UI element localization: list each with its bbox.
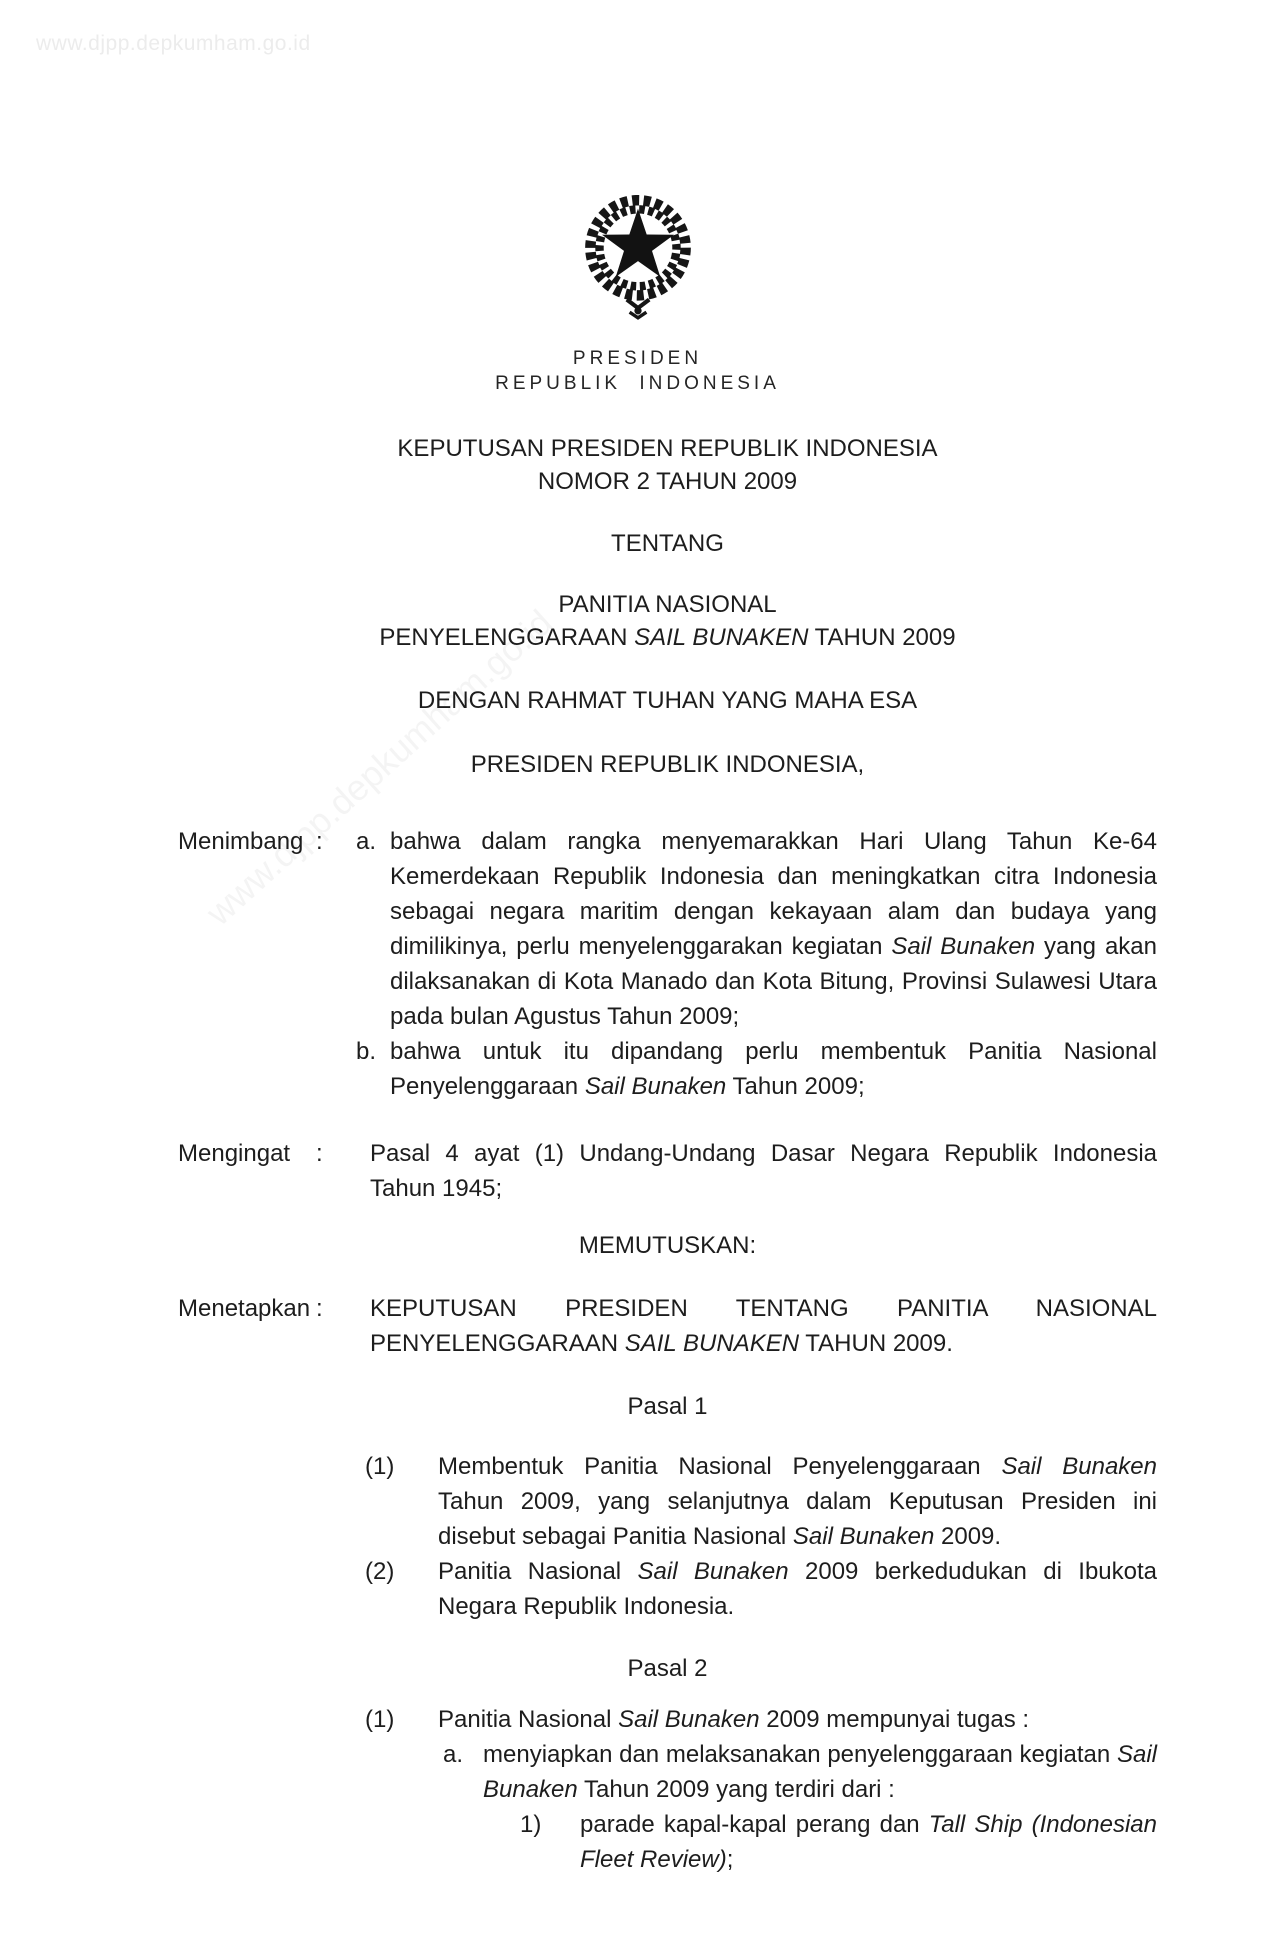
considering-colon: : [316,828,323,855]
enacting-colon: : [316,1295,323,1322]
item-text: bahwa dalam rangka menyemarakkan Hari Ulang Tahun Ke-64 Kemerdekaan Republik Indonesia dan meningkatkan citra Indonesia sebagai negara maritim dengan kekayaan alam dan budaya yang dimilikinya, perlu menyelenggarakan kegiatan Sail Bunaken yang akan dilaksanakan di Kota Manado dan Kota Bitung, Provinsi Sulawesi Utara pada bulan Agustus Tahun 2009; [390,828,1157,1030]
considering-items [356,824,1157,1104]
clause-text: Membentuk Panitia Nasional Penyelenggaraan Sail Bunaken Tahun 2009, yang selanjutnya dalam Keputusan Presiden ini disebut sebagai Panitia Nasional Sail Bunaken 2009. [438,1453,1157,1550]
clause-text: Panitia Nasional Sail Bunaken 2009 mempunyai tugas : [438,1706,1030,1733]
item-marker: a. [443,1741,464,1768]
decree-number: NOMOR 2 TAHUN 2009 [537,468,798,495]
item-marker: 1) [520,1811,542,1838]
subject-line2: PENYELENGGARAAN SAIL BUNAKEN TAHUN 2009 [379,624,956,651]
clause-text: Panitia Nasional Sail Bunaken 2009 berkedudukan di Ibukota Negara Republik Indonesia. [438,1558,1158,1620]
item-marker: b. [356,1038,377,1065]
grace-line: DENGAN RAHMAT TUHAN YANG MAHA ESA [417,687,918,714]
sub-item-content [483,1737,1157,1877]
enacting-text: KEPUTUSAN PRESIDEN TENTANG PANITIA NASIONAL PENYELENGGARAAN SAIL BUNAKEN TAHUN 2009. [370,1295,1157,1357]
clause-content [438,1702,1157,1877]
item-text: bahwa untuk itu dipandang perlu membentuk Panitia Nasional Penyelenggaraan Sail Bunaken Tahun 2009; [390,1038,1157,1100]
decree-subject [178,588,1157,654]
considering-clause [178,824,1157,1104]
citing-clause [178,1136,1157,1206]
subject-line1: PANITIA NASIONAL [558,591,777,618]
citing-label: Mengingat [178,1140,291,1167]
corner-watermark-text: www.djpp.depkumham.go.id [36,32,311,55]
enacting-clause [178,1291,1157,1361]
letterhead-republik-indonesia: REPUBLIK INDONESIA [495,373,780,394]
ribbon-knot [626,300,648,318]
clause-row [365,1702,1157,1877]
article-2-clauses [178,1702,1157,1877]
sub-sub-list-item [520,1807,1157,1877]
list-item [356,824,1157,1034]
authority-line: PRESIDEN REPUBLIK INDONESIA, [470,751,865,778]
sub-list-item [443,1737,1157,1877]
decree-title [178,432,1157,498]
enacting-label: Menetapkan [178,1295,311,1322]
clause-row [365,1554,1157,1624]
article-1-heading: Pasal 1 [627,1393,708,1420]
considering-label: Menimbang [178,828,304,855]
decree-body [0,432,1275,1877]
item-text: menyiapkan dan melaksanakan penyelenggaraan kegiatan Sail Bunaken Tahun 2009 yang terdiri dari : [483,1741,1157,1803]
article-1-clauses [178,1449,1157,1624]
clause-marker: (2) [365,1558,395,1585]
memutuskan-heading: MEMUTUSKAN: [578,1232,757,1259]
item-marker: a. [356,828,377,855]
citing-colon: : [316,1140,323,1167]
clause-marker: (1) [365,1453,395,1480]
citing-text: Pasal 4 ayat (1) Undang-Undang Dasar Negara Republik Indonesia Tahun 1945; [370,1140,1157,1202]
clause-row [365,1449,1157,1554]
decree-title-line1: KEPUTUSAN PRESIDEN REPUBLIK INDONESIA [397,435,938,462]
presidential-emblem-icon [568,182,708,322]
article-2-heading: Pasal 2 [627,1655,708,1682]
item-text: parade kapal-kapal perang dan Tall Ship (Indonesian Fleet Review); [580,1811,1157,1873]
letterhead [0,182,1275,396]
star-icon [602,209,674,277]
clause-marker: (1) [365,1706,395,1733]
letterhead-presiden: PRESIDEN [572,348,703,369]
tentang-label: TENTANG [611,530,724,557]
list-item [356,1034,1157,1104]
